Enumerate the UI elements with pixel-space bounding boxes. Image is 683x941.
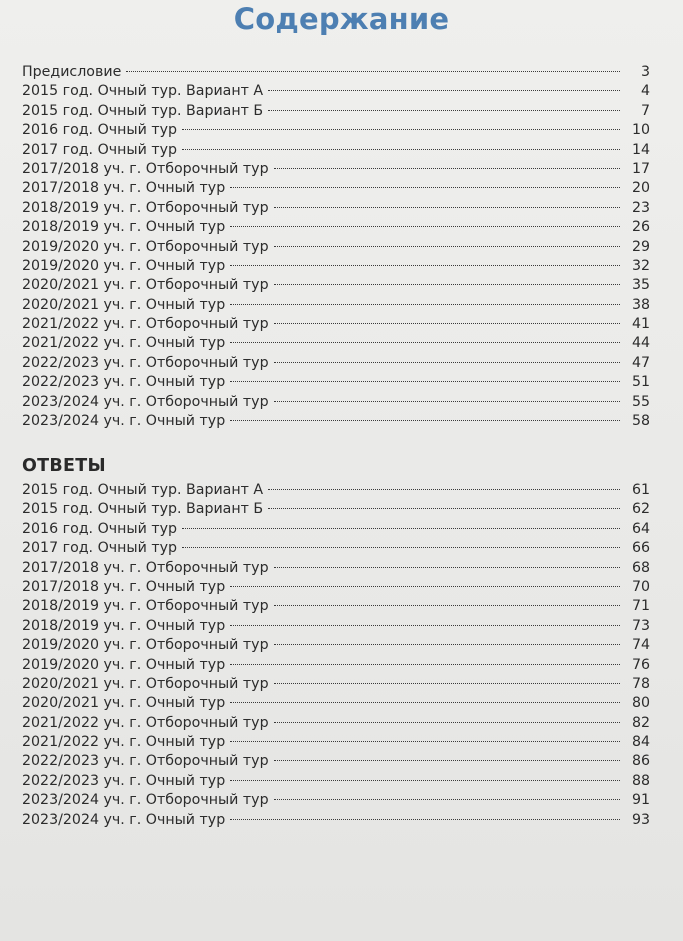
toc-entry-label: 2022/2023 уч. г. Отборочный тур xyxy=(22,354,269,371)
toc-entry-label: 2023/2024 уч. г. Отборочный тур xyxy=(22,792,269,809)
toc-entry[interactable] xyxy=(22,559,650,578)
toc-entry[interactable] xyxy=(22,772,650,791)
toc-entry[interactable] xyxy=(22,393,650,412)
toc-entry-label: 2020/2021 уч. г. Отборочный тур xyxy=(22,277,269,294)
dot-leader xyxy=(274,246,620,247)
toc-entry-page-number: 51 xyxy=(631,374,650,391)
toc-entry-page-number: 4 xyxy=(640,83,650,100)
toc-entry-label: 2017/2018 уч. г. Отборочный тур xyxy=(22,160,269,177)
dot-leader xyxy=(274,722,620,723)
toc-entry-label: 2019/2020 уч. г. Отборочный тур xyxy=(22,637,269,654)
toc-entry[interactable] xyxy=(22,373,650,392)
dot-leader xyxy=(230,586,620,587)
toc-entry-label: 2020/2021 уч. г. Очный тур xyxy=(22,695,226,712)
dot-leader xyxy=(230,741,620,742)
toc-entry-label: 2015 год. Очный тур. Вариант А xyxy=(22,83,264,100)
toc-entry[interactable] xyxy=(22,257,650,276)
toc-entry-page-number: 86 xyxy=(631,753,650,770)
toc-entry[interactable] xyxy=(22,752,650,771)
toc-entry-label: 2018/2019 уч. г. Очный тур xyxy=(22,617,226,634)
toc-entry-page-number: 47 xyxy=(631,354,650,371)
toc-entry-label: 2020/2021 уч. г. Отборочный тур xyxy=(22,675,269,692)
toc-entry-label: 2015 год. Очный тур. Вариант Б xyxy=(22,102,264,119)
dot-leader xyxy=(230,226,620,227)
toc-entry-page-number: 70 xyxy=(631,578,650,595)
dot-leader xyxy=(268,90,620,91)
toc-entry[interactable] xyxy=(22,238,650,257)
toc-entry-label: 2017/2018 уч. г. Очный тур xyxy=(22,180,226,197)
toc-entry-page-number: 14 xyxy=(631,141,650,158)
toc-entry[interactable] xyxy=(22,811,650,830)
toc-entry[interactable] xyxy=(22,675,650,694)
dot-leader xyxy=(274,362,620,363)
toc-entry-page-number: 82 xyxy=(631,714,650,731)
toc-entry[interactable] xyxy=(22,121,650,140)
toc-entry-page-number: 55 xyxy=(631,393,650,410)
toc-entry-label: 2022/2023 уч. г. Очный тур xyxy=(22,772,226,789)
toc-entry[interactable] xyxy=(22,636,650,655)
toc-entry-label: 2021/2022 уч. г. Очный тур xyxy=(22,734,226,751)
toc-entry-page-number: 84 xyxy=(631,734,650,751)
toc-entry[interactable] xyxy=(22,82,650,101)
toc-entry-page-number: 93 xyxy=(631,811,650,828)
answers-contents xyxy=(22,481,650,830)
dot-leader xyxy=(230,625,620,626)
toc-entry[interactable] xyxy=(22,656,650,675)
toc-entry[interactable] xyxy=(22,218,650,237)
toc-entry-label: 2023/2024 уч. г. Очный тур xyxy=(22,811,226,828)
toc-entry-label: 2021/2022 уч. г. Очный тур xyxy=(22,335,226,352)
toc-entry-label: 2017/2018 уч. г. Отборочный тур xyxy=(22,559,269,576)
toc-entry-label: 2019/2020 уч. г. Очный тур xyxy=(22,656,226,673)
toc-entry-label: 2017/2018 уч. г. Очный тур xyxy=(22,578,226,595)
answers-heading: ОТВЕТЫ xyxy=(22,456,106,476)
toc-entry-page-number: 62 xyxy=(631,501,650,518)
toc-entry-page-number: 29 xyxy=(631,238,650,255)
toc-entry[interactable] xyxy=(22,733,650,752)
dot-leader xyxy=(230,342,620,343)
dot-leader xyxy=(274,605,620,606)
toc-entry[interactable] xyxy=(22,354,650,373)
toc-entry[interactable] xyxy=(22,578,650,597)
toc-entry[interactable] xyxy=(22,481,650,500)
toc-entry-label: 2021/2022 уч. г. Отборочный тур xyxy=(22,316,269,333)
dot-leader xyxy=(230,381,620,382)
dot-leader xyxy=(230,819,620,820)
toc-entry[interactable] xyxy=(22,160,650,179)
dot-leader xyxy=(230,702,620,703)
toc-entry-page-number: 20 xyxy=(631,180,650,197)
toc-entry-label: 2022/2023 уч. г. Очный тур xyxy=(22,374,226,391)
toc-entry-label: 2017 год. Очный тур xyxy=(22,540,178,557)
page-title: Содержание xyxy=(233,2,450,36)
toc-entry-page-number: 73 xyxy=(631,617,650,634)
toc-entry-page-number: 78 xyxy=(631,675,650,692)
dot-leader xyxy=(268,489,620,490)
toc-entry[interactable] xyxy=(22,334,650,353)
toc-entry[interactable] xyxy=(22,141,650,160)
toc-entry[interactable] xyxy=(22,791,650,810)
dot-leader xyxy=(230,420,620,421)
toc-entry-page-number: 17 xyxy=(631,160,650,177)
toc-entry-label: 2018/2019 уч. г. Очный тур xyxy=(22,219,226,236)
table-of-contents xyxy=(22,63,650,431)
toc-entry-label: 2016 год. Очный тур xyxy=(22,122,178,139)
toc-entry[interactable] xyxy=(22,179,650,198)
dot-leader xyxy=(182,149,620,150)
toc-entry-label: 2018/2019 уч. г. Отборочный тур xyxy=(22,598,269,615)
toc-entry-page-number: 35 xyxy=(631,277,650,294)
dot-leader xyxy=(274,799,620,800)
dot-leader xyxy=(230,780,620,781)
toc-entry-label: 2016 год. Очный тур xyxy=(22,520,178,537)
toc-entry-page-number: 80 xyxy=(631,695,650,712)
toc-entry-label: 2015 год. Очный тур. Вариант А xyxy=(22,482,264,498)
dot-leader xyxy=(274,207,620,208)
toc-entry[interactable] xyxy=(22,539,650,558)
toc-entry-page-number: 10 xyxy=(631,122,650,139)
dot-leader xyxy=(230,304,620,305)
dot-leader xyxy=(274,567,620,568)
dot-leader xyxy=(274,683,620,684)
toc-entry-page-number: 68 xyxy=(631,559,650,576)
toc-entry[interactable] xyxy=(22,694,650,713)
dot-leader xyxy=(126,71,620,72)
toc-entry-label: Предисловие xyxy=(22,64,122,80)
toc-entry-label: 2015 год. Очный тур. Вариант Б xyxy=(22,501,264,518)
toc-entry-label: 2022/2023 уч. г. Отборочный тур xyxy=(22,753,269,770)
toc-entry-page-number: 58 xyxy=(631,413,650,430)
toc-entry-page-number: 7 xyxy=(640,102,650,119)
toc-entry-page-number: 64 xyxy=(631,520,650,537)
toc-entry-label: 2019/2020 уч. г. Отборочный тур xyxy=(22,238,269,255)
toc-entry[interactable] xyxy=(22,714,650,733)
toc-entry-label: 2021/2022 уч. г. Отборочный тур xyxy=(22,714,269,731)
toc-entry[interactable] xyxy=(22,412,650,431)
toc-entry[interactable] xyxy=(22,63,650,82)
toc-entry[interactable] xyxy=(22,520,650,539)
toc-entry[interactable] xyxy=(22,617,650,636)
toc-entry-label: 2023/2024 уч. г. Отборочный тур xyxy=(22,393,269,410)
toc-entry-label: 2019/2020 уч. г. Очный тур xyxy=(22,257,226,274)
toc-entry-page-number: 76 xyxy=(631,656,650,673)
dot-leader xyxy=(274,284,620,285)
dot-leader xyxy=(274,760,620,761)
toc-entry[interactable] xyxy=(22,102,650,121)
toc-entry-page-number: 41 xyxy=(631,316,650,333)
toc-entry-page-number: 91 xyxy=(631,792,650,809)
toc-entry-label: 2018/2019 уч. г. Отборочный тур xyxy=(22,199,269,216)
toc-entry-page-number: 74 xyxy=(631,637,650,654)
toc-entry-page-number: 88 xyxy=(631,772,650,789)
toc-entry-page-number: 26 xyxy=(631,219,650,236)
dot-leader xyxy=(230,664,620,665)
toc-entry-page-number: 38 xyxy=(631,296,650,313)
toc-entry[interactable] xyxy=(22,500,650,519)
toc-entry-page-number: 23 xyxy=(631,199,650,216)
dot-leader xyxy=(182,528,620,529)
dot-leader xyxy=(274,644,620,645)
toc-entry[interactable] xyxy=(22,296,650,315)
toc-entry-label: 2017 год. Очный тур xyxy=(22,141,178,158)
dot-leader xyxy=(274,323,620,324)
toc-entry[interactable] xyxy=(22,315,650,334)
toc-entry-page-number: 32 xyxy=(631,257,650,274)
toc-entry-page-number: 71 xyxy=(631,598,650,615)
dot-leader xyxy=(182,547,620,548)
toc-entry[interactable] xyxy=(22,276,650,295)
toc-entry-label: 2020/2021 уч. г. Очный тур xyxy=(22,296,226,313)
dot-leader xyxy=(230,265,620,266)
toc-entry-label: 2023/2024 уч. г. Очный тур xyxy=(22,413,226,430)
dot-leader xyxy=(274,401,620,402)
toc-entry-page-number: 3 xyxy=(640,64,650,80)
dot-leader xyxy=(268,508,620,509)
toc-entry-page-number: 44 xyxy=(631,335,650,352)
toc-entry-page-number: 66 xyxy=(631,540,650,557)
toc-entry[interactable] xyxy=(22,199,650,218)
dot-leader xyxy=(230,187,620,188)
dot-leader xyxy=(268,110,620,111)
toc-entry-page-number: 61 xyxy=(631,482,650,498)
dot-leader xyxy=(274,168,620,169)
toc-entry[interactable] xyxy=(22,597,650,616)
dot-leader xyxy=(182,129,620,130)
